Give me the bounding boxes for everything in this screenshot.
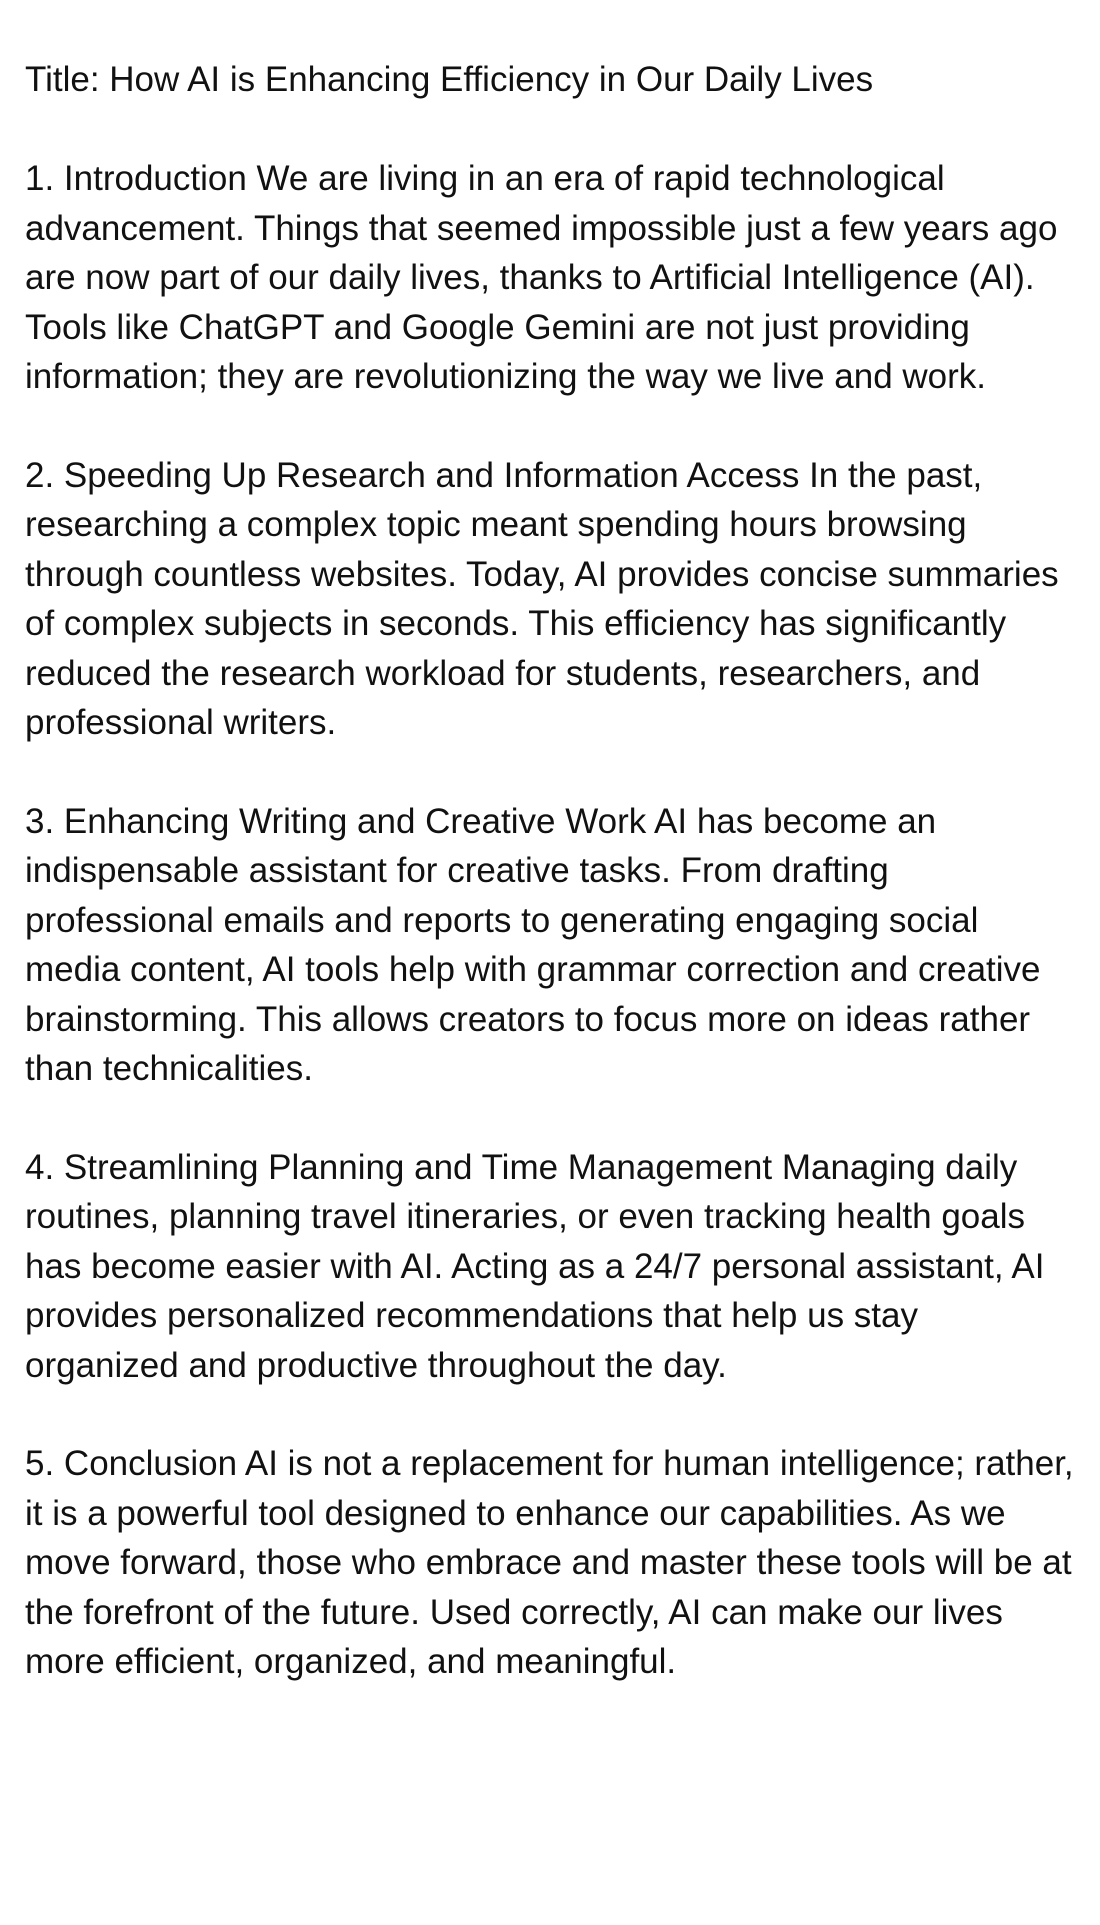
document-title: Title: How AI is Enhancing Efficiency in Our Daily Lives	[25, 60, 874, 99]
section-planning: 4. Streamlining Planning and Time Management Managing daily routines, planning travel itineraries, or even tracking health goals has become easier with AI. Acting as a 24/7 personal assistant, AI provides personalized recommendations that help us stay organized and productive throughout the day.	[25, 1147, 1045, 1385]
section-writing: 3. Enhancing Writing and Creative Work AI has become an indispensable assistant for creative tasks. From drafting professional emails and reports to generating engaging social media content, AI tools help with grammar correction and creative brainstorming. This allows creators to focus more on ideas rather than technicalities.	[25, 801, 1041, 1088]
section-introduction: 1. Introduction We are living in an era of rapid technological advancement. Things that seemed impossible just a few years ago are now part of our daily lives, thanks to Artificial Intelligence (AI). Tools like ChatGPT and Google Gemini are not just providing information; they are revolutionizing the way we live and work.	[25, 159, 1058, 396]
document-body	[25, 55, 1075, 1736]
section-conclusion: 5. Conclusion AI is not a replacement for human intelligence; rather, it is a powerful tool designed to enhance our capabilities. As we move forward, those who embrace and master these tools will be at the forefront of the future. Used correctly, AI can make our lives more efficient, organized, and meaningful.	[25, 1444, 1074, 1681]
section-research: 2. Speeding Up Research and Information Access In the past, researching a complex topic meant spending hours browsing through countless websites. Today, AI provides concise summaries of complex subjects in seconds. This efficiency has significantly reduced the research workload for students, researchers, and professional writers.	[25, 455, 1059, 742]
